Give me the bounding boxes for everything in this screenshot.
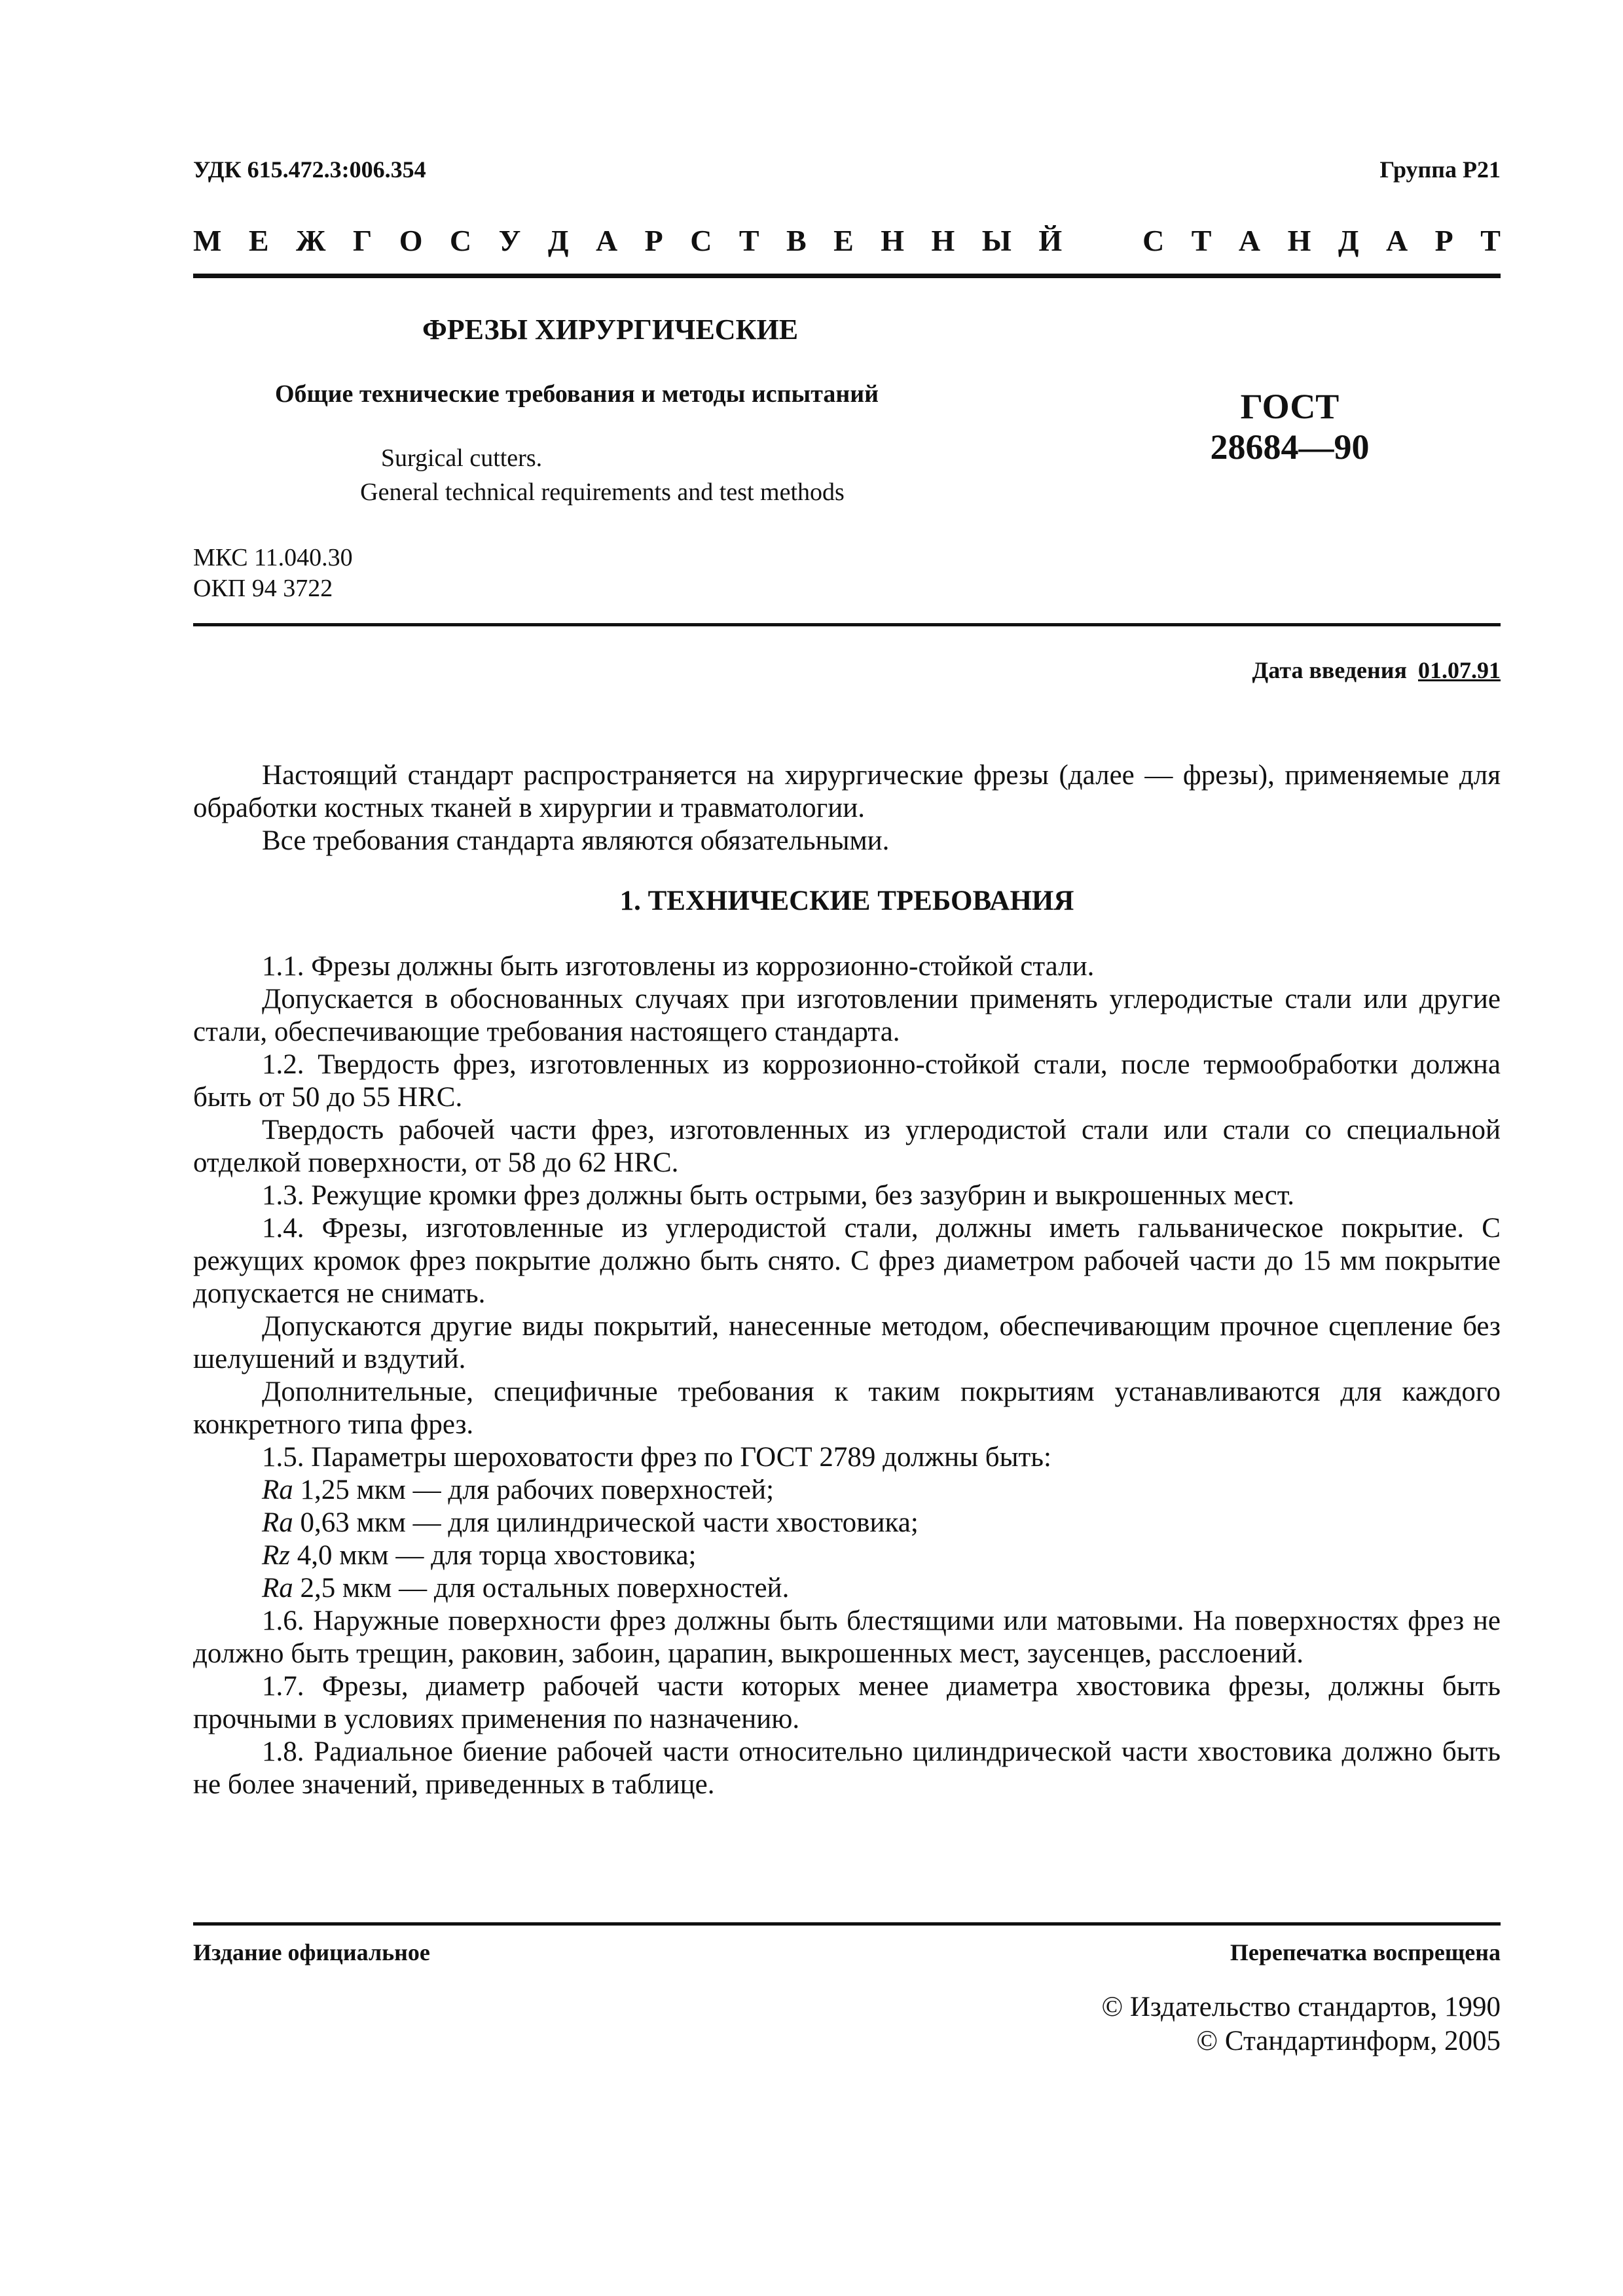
banner-letter: С	[449, 224, 472, 257]
banner-letter: Д	[547, 224, 569, 257]
introduction-date	[1252, 656, 1501, 684]
banner-letter: В	[786, 224, 807, 257]
banner-letter: Й	[1038, 224, 1063, 257]
introduction-date-label: Дата введения	[1252, 657, 1407, 683]
roughness-text: 4,0 мкм — для торца хвостовика;	[290, 1540, 697, 1571]
clause-paragraph: Дополнительные, специфичные требования к таким покрытиям устанавливаются для каждого конкретного типа фрез.	[193, 1376, 1501, 1440]
udk-code: УДК 615.472.3:006.354	[193, 156, 426, 183]
banner-letter: Т	[739, 224, 759, 257]
roughness-text: 1,25 мкм — для рабочих поверхностей;	[293, 1475, 775, 1505]
mks-code: МКС 11.040.30	[193, 544, 353, 571]
banner-letter: С	[1142, 224, 1165, 257]
footer-rule	[193, 1922, 1501, 1926]
gost-number: 28684—90	[1210, 427, 1370, 467]
clause-paragraph: 1.7. Фрезы, диаметр рабочей части которых менее диаметра хвостовика фрезы, должны быть прочными в условиях применения по назначению.	[193, 1671, 1501, 1734]
banner-letter: А	[1385, 224, 1408, 257]
interstate-standard-banner	[193, 226, 1501, 256]
roughness-param: Ra	[262, 1507, 293, 1538]
banner-gap	[1089, 226, 1116, 256]
banner-letter: Р	[644, 224, 663, 257]
roughness-text: 0,63 мкм — для цилиндрической части хвостовика;	[293, 1507, 919, 1538]
gost-label: ГОСТ	[1240, 387, 1340, 426]
document-body	[193, 759, 1501, 1801]
clause-paragraph: Допускаются другие виды покрытий, нанесенные методом, обеспечивающим прочное сцепление без шелушений и вздутий.	[193, 1311, 1501, 1374]
banner-letter: С	[690, 224, 712, 257]
banner-letter: Г	[352, 224, 373, 257]
roughness-item	[193, 1539, 1501, 1572]
clause-paragraph: 1.1. Фрезы должны быть изготовлены из коррозионно-стойкой стали.	[262, 951, 1095, 982]
banner-letter: Ж	[296, 224, 326, 257]
banner-letter: Т	[1480, 224, 1501, 257]
banner-rule	[193, 274, 1501, 278]
roughness-param: Ra	[262, 1573, 293, 1604]
clause-paragraph: 1.2. Твердость фрез, изготовленных из коррозионно-стойкой стали, после термообработки должна быть от 50 до 55 HRC.	[193, 1049, 1501, 1113]
reprint-notice: Перепечатка воспрещена	[1230, 1939, 1501, 1965]
banner-letter: Н	[1287, 224, 1311, 257]
banner-letter: О	[399, 224, 423, 257]
clause-paragraph: 1.3. Режущие кромки фрез должны быть острыми, без зазубрин и выкрошенных мест.	[262, 1180, 1294, 1211]
copyright-line: © Стандартинформ, 2005	[1196, 2026, 1501, 2056]
clause-paragraph: Допускается в обоснованных случаях при изготовлении применять углеродистые стали или другие стали, обеспечивающие требования настоящего стандарта.	[193, 984, 1501, 1047]
banner-letter: Н	[881, 224, 905, 257]
banner-letter: Т	[1191, 224, 1212, 257]
introduction-date-value: 01.07.91	[1418, 657, 1501, 683]
banner-letter: Е	[248, 224, 269, 257]
roughness-item	[193, 1474, 1501, 1507]
roughness-item	[193, 1507, 1501, 1539]
roughness-item	[193, 1572, 1501, 1605]
banner-letter: У	[498, 224, 521, 257]
intro-paragraph: Настоящий стандарт распространяется на хирургические фрезы (далее — фрезы), применяемые для обработки костных тканей в хирургии и травматологии.	[193, 760, 1501, 823]
banner-letter: Ы	[981, 224, 1012, 257]
section-heading: 1. ТЕХНИЧЕСКИЕ ТРЕБОВАНИЯ	[619, 886, 1074, 916]
intro-paragraph: Все требования стандарта являются обязательными.	[262, 825, 890, 856]
banner-letter: Н	[931, 224, 955, 257]
document-title: ФРЕЗЫ ХИРУРГИЧЕСКИЕ	[422, 314, 799, 346]
clause-paragraph: 1.5. Параметры шероховатости фрез по ГОСТ 2789 должны быть:	[262, 1442, 1051, 1473]
banner-letter: Е	[833, 224, 854, 257]
clause-paragraph: 1.8. Радиальное биение рабочей части относительно цилиндрической части хвостовика должно быть не более значений, приведенных в таблице.	[193, 1736, 1501, 1800]
banner-letter: А	[595, 224, 618, 257]
roughness-param: Rz	[262, 1540, 290, 1571]
roughness-text: 2,5 мкм — для остальных поверхностей.	[293, 1573, 790, 1604]
group-code: Группа Р21	[1379, 156, 1501, 183]
copyright-line: © Издательство стандартов, 1990	[1101, 1992, 1501, 2022]
english-title-line1: Surgical cutters.	[380, 444, 543, 472]
english-title-line2: General technical requirements and test methods	[360, 478, 845, 506]
banner-letter: М	[193, 224, 222, 257]
roughness-param: Ra	[262, 1475, 293, 1505]
clause-paragraph: 1.4. Фрезы, изготовленные из углеродистой стали, должны иметь гальваническое покрытие. С режущих кромок фрез покрытие должно быть снято. С фрез диаметром рабочей части до 15 мм покрытие допускается не снимать.	[193, 1213, 1501, 1309]
clause-paragraph: 1.6. Наружные поверхности фрез должны быть блестящими или матовыми. На поверхностях фрез не должно быть трещин, раковин, забоин, царапин, выкрошенных мест, заусенцев, расслоений.	[193, 1605, 1501, 1669]
banner-letter: Д	[1338, 224, 1359, 257]
banner-letter: А	[1238, 224, 1261, 257]
banner-letter: Р	[1434, 224, 1453, 257]
document-subtitle: Общие технические требования и методы испытаний	[275, 380, 879, 408]
codes-rule	[193, 623, 1501, 626]
official-edition: Издание официальное	[193, 1939, 430, 1965]
okp-code: ОКП 94 3722	[193, 575, 333, 602]
clause-paragraph: Твердость рабочей части фрез, изготовленных из углеродистой стали или стали со специальной отделкой поверхности, от 58 до 62 HRC.	[193, 1115, 1501, 1178]
